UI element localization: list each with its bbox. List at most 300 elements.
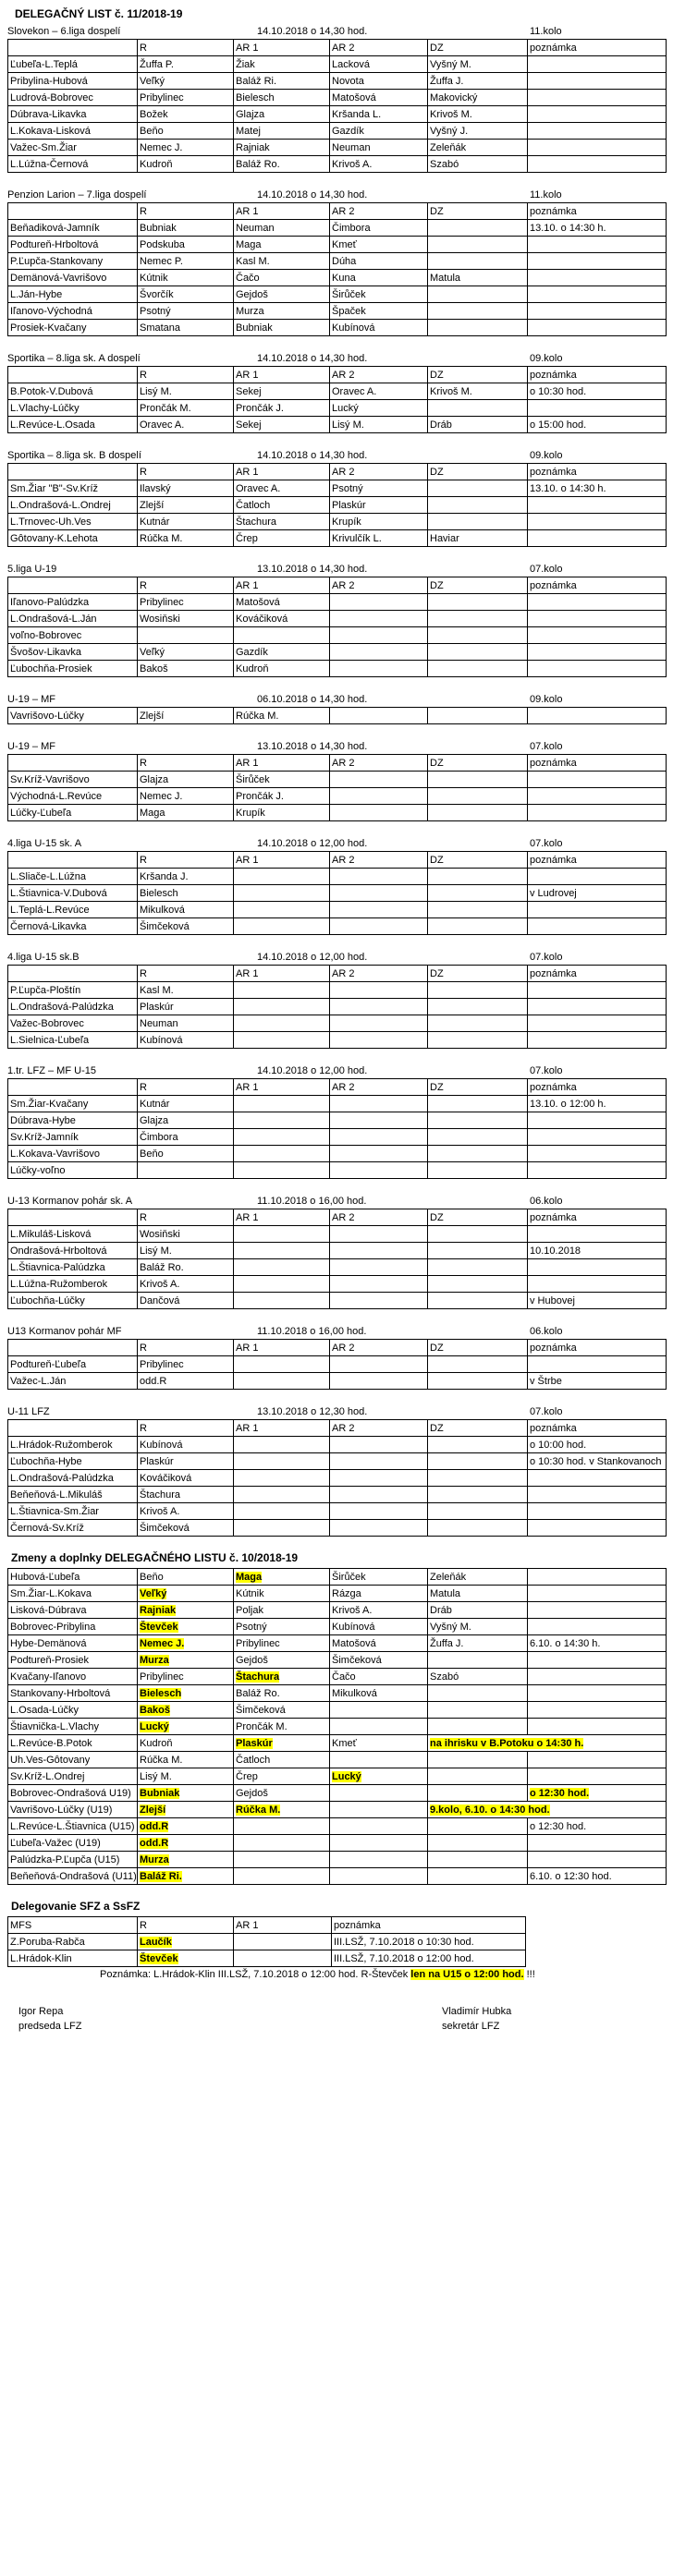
match-table bbox=[7, 463, 667, 547]
table-cell-text: Baláž Ri. bbox=[140, 1870, 182, 1882]
column-header: DZ bbox=[428, 40, 528, 56]
table-cell bbox=[330, 788, 428, 805]
table-cell bbox=[138, 1586, 234, 1602]
column-header: AR 2 bbox=[330, 852, 428, 869]
table-cell: Gazdík bbox=[330, 123, 428, 140]
table-cell bbox=[330, 982, 428, 999]
table-cell: Gôtovany-K.Lehota bbox=[8, 530, 138, 547]
section-name: Sportika – 8.liga sk. B dospelí bbox=[7, 450, 141, 461]
column-header: R bbox=[138, 1340, 234, 1356]
column-header: AR 1 bbox=[234, 966, 330, 982]
column-header: DZ bbox=[428, 1420, 528, 1437]
table-cell bbox=[330, 805, 428, 821]
table-row bbox=[8, 1835, 667, 1852]
column-header: AR 1 bbox=[234, 1420, 330, 1437]
table-cell bbox=[234, 1032, 330, 1049]
column-header: R bbox=[138, 966, 234, 982]
match-table bbox=[7, 577, 667, 677]
table-cell: Szabó bbox=[428, 1669, 528, 1685]
table-cell: Iľanovo-Palúdzka bbox=[8, 594, 138, 611]
table-cell bbox=[528, 320, 667, 336]
section-header bbox=[7, 739, 666, 754]
table-cell bbox=[428, 1146, 528, 1162]
section-name: 4.liga U-15 sk.B bbox=[7, 952, 80, 963]
table-row bbox=[8, 73, 667, 90]
column-header: DZ bbox=[428, 852, 528, 869]
table-cell: Maga bbox=[138, 805, 234, 821]
table-cell bbox=[528, 1146, 667, 1162]
table-cell: Lisý M. bbox=[330, 417, 428, 433]
table-row bbox=[8, 1934, 526, 1950]
table-row bbox=[8, 106, 667, 123]
table-cell: Gejdoš bbox=[234, 1652, 330, 1669]
section-round: 09.kolo bbox=[530, 353, 563, 364]
table-cell-text: Rajniak bbox=[140, 1604, 177, 1616]
table-cell: Sekej bbox=[234, 383, 330, 400]
table-cell: Glajza bbox=[138, 772, 234, 788]
table-cell bbox=[528, 1752, 667, 1768]
changes-section bbox=[7, 1551, 666, 1885]
match-section bbox=[7, 836, 666, 935]
table-cell: Širůček bbox=[234, 772, 330, 788]
table-cell bbox=[428, 400, 528, 417]
table-cell bbox=[234, 1669, 330, 1685]
table-cell: Glajza bbox=[234, 106, 330, 123]
table-cell: Vyšný M. bbox=[428, 1619, 528, 1635]
table-cell: L.Kokava-Vavrišovo bbox=[8, 1146, 138, 1162]
table-cell bbox=[528, 1569, 667, 1586]
table-cell-text: Bielesch bbox=[140, 1687, 182, 1699]
table-cell: Krivoš A. bbox=[330, 1602, 428, 1619]
table-cell bbox=[330, 1835, 428, 1852]
table-cell bbox=[528, 627, 667, 644]
section-date: 14.10.2018 o 14,30 hod. bbox=[257, 353, 368, 364]
table-cell: Bobrovec-Ondrašová U19) bbox=[8, 1785, 138, 1802]
table-cell: Krivoš M. bbox=[428, 106, 528, 123]
table-cell-text: na ihrisku v B.Potoku o 14:30 h. bbox=[430, 1737, 584, 1749]
table-cell: Vavrišovo-Lúčky (U19) bbox=[8, 1802, 138, 1818]
table-cell: Ľubeľa-L.Teplá bbox=[8, 56, 138, 73]
table-cell: Sv.Kríž-Jamník bbox=[8, 1129, 138, 1146]
match-section bbox=[7, 1063, 666, 1179]
table-row bbox=[8, 788, 667, 805]
table-row bbox=[8, 918, 667, 935]
table-cell: L.Revúce-L.Osada bbox=[8, 417, 138, 433]
table-row bbox=[8, 1702, 667, 1719]
table-cell: Černová-Sv.Kríž bbox=[8, 1520, 138, 1537]
column-header: DZ bbox=[428, 966, 528, 982]
table-cell bbox=[138, 1602, 234, 1619]
column-header: DZ bbox=[428, 367, 528, 383]
column-header: poznámka bbox=[528, 40, 667, 56]
table-cell bbox=[528, 594, 667, 611]
table-cell-text: o 12:30 hod. bbox=[530, 1787, 590, 1799]
column-header bbox=[8, 40, 138, 56]
table-cell: Podskuba bbox=[138, 237, 234, 253]
section-round: 11.kolo bbox=[530, 26, 562, 37]
table-cell bbox=[428, 286, 528, 303]
delegation-note bbox=[7, 1967, 666, 1982]
table-cell: Baláž Ri. bbox=[234, 73, 330, 90]
column-header: AR 1 bbox=[234, 1209, 330, 1226]
section-header bbox=[7, 562, 666, 577]
table-row bbox=[8, 1453, 667, 1470]
table-cell bbox=[234, 1129, 330, 1146]
table-row bbox=[8, 611, 667, 627]
column-header: AR 2 bbox=[330, 464, 428, 480]
column-header: AR 2 bbox=[330, 367, 428, 383]
table-cell: Kubínová bbox=[330, 320, 428, 336]
table-cell: Murza bbox=[234, 303, 330, 320]
table-cell: v Štrbe bbox=[528, 1373, 667, 1390]
table-cell-text: Zlejší bbox=[140, 1804, 166, 1816]
table-cell: Černová-Likavka bbox=[8, 918, 138, 935]
table-cell bbox=[234, 1015, 330, 1032]
table-cell bbox=[330, 1032, 428, 1049]
column-header: AR 2 bbox=[330, 755, 428, 772]
table-cell bbox=[528, 1112, 667, 1129]
table-cell bbox=[330, 1487, 428, 1503]
table-cell bbox=[428, 805, 528, 821]
table-cell bbox=[528, 286, 667, 303]
table-cell bbox=[234, 1293, 330, 1309]
table-cell: Ľubochňa-Lúčky bbox=[8, 1293, 138, 1309]
column-header: poznámka bbox=[528, 1209, 667, 1226]
table-cell: Pribylinec bbox=[138, 1669, 234, 1685]
table-cell: Oravec A. bbox=[330, 383, 428, 400]
table-cell: Palúdzka-P.Ľupča (U15) bbox=[8, 1852, 138, 1868]
table-cell-text: Števček bbox=[140, 1621, 178, 1633]
column-header: poznámka bbox=[528, 755, 667, 772]
table-row bbox=[8, 1619, 667, 1635]
table-cell: Lisý M. bbox=[138, 383, 234, 400]
table-cell: Sm.Žiar-Kvačany bbox=[8, 1096, 138, 1112]
table-cell: Pribylinec bbox=[234, 1635, 330, 1652]
table-cell: Ludrová-Bobrovec bbox=[8, 90, 138, 106]
table-cell bbox=[528, 1785, 667, 1802]
section-header bbox=[7, 448, 666, 463]
table-cell: Baláž Ro. bbox=[234, 1685, 330, 1702]
chairman-role: predseda LFZ bbox=[18, 2021, 82, 2032]
table-cell bbox=[234, 902, 330, 918]
table-cell: Žuffa J. bbox=[428, 73, 528, 90]
table-cell bbox=[234, 1735, 330, 1752]
section-round: 09.kolo bbox=[530, 450, 563, 461]
table-header-row bbox=[8, 367, 667, 383]
table-header-row bbox=[8, 852, 667, 869]
section-round: 06.kolo bbox=[530, 1326, 563, 1337]
table-cell bbox=[528, 156, 667, 173]
table-cell: Matošová bbox=[330, 1635, 428, 1652]
table-header-row bbox=[8, 577, 667, 594]
table-cell bbox=[528, 611, 667, 627]
table-cell bbox=[138, 1868, 234, 1885]
table-cell: Ilavský bbox=[138, 480, 234, 497]
table-cell: Nemec J. bbox=[138, 788, 234, 805]
table-cell: Prončák J. bbox=[234, 400, 330, 417]
section-name: U-11 LFZ bbox=[7, 1406, 50, 1417]
table-cell bbox=[330, 1129, 428, 1146]
table-cell bbox=[528, 90, 667, 106]
table-cell: Veľký bbox=[138, 73, 234, 90]
column-header: AR 2 bbox=[330, 40, 428, 56]
table-cell bbox=[234, 918, 330, 935]
table-row bbox=[8, 1470, 667, 1487]
column-header: R bbox=[138, 577, 234, 594]
table-cell bbox=[428, 320, 528, 336]
table-row bbox=[8, 1719, 667, 1735]
table-cell: Matošová bbox=[330, 90, 428, 106]
table-cell bbox=[528, 303, 667, 320]
table-cell bbox=[330, 1868, 428, 1885]
table-cell: P.Ľupča-Stankovany bbox=[8, 253, 138, 270]
table-row bbox=[8, 1015, 667, 1032]
table-cell: Dráb bbox=[428, 1602, 528, 1619]
table-cell: Wosiňski bbox=[138, 611, 234, 627]
table-header-row bbox=[8, 1340, 667, 1356]
column-header: poznámka bbox=[528, 1420, 667, 1437]
table-row bbox=[8, 1520, 667, 1537]
table-cell: Psotný bbox=[234, 1619, 330, 1635]
table-row bbox=[8, 1868, 667, 1885]
table-cell bbox=[234, 1487, 330, 1503]
table-cell: Novota bbox=[330, 73, 428, 90]
column-header: AR 1 bbox=[234, 755, 330, 772]
table-cell bbox=[528, 237, 667, 253]
section-name: U-19 – MF bbox=[7, 694, 55, 705]
section-header bbox=[7, 188, 666, 202]
table-cell: Podtureň-Hrboltová bbox=[8, 237, 138, 253]
table-cell: Rázga bbox=[330, 1586, 428, 1602]
table-cell bbox=[330, 918, 428, 935]
table-cell bbox=[528, 772, 667, 788]
table-cell: L.Štiavnica-V.Dubová bbox=[8, 885, 138, 902]
table-cell: Gazdík bbox=[234, 644, 330, 661]
table-header-row bbox=[8, 1917, 526, 1934]
column-header: AR 1 bbox=[234, 464, 330, 480]
table-cell: Kováčiková bbox=[138, 1470, 234, 1487]
column-header: R bbox=[138, 1079, 234, 1096]
table-row bbox=[8, 1243, 667, 1259]
table-cell bbox=[428, 772, 528, 788]
table-cell: Švošov-Likavka bbox=[8, 644, 138, 661]
table-cell: Lacková bbox=[330, 56, 428, 73]
table-cell bbox=[330, 1768, 428, 1785]
table-cell: L.Sielnica-Ľubeľa bbox=[8, 1032, 138, 1049]
section-header bbox=[7, 1194, 666, 1209]
table-cell: Dúbrava-Hybe bbox=[8, 1112, 138, 1129]
table-cell-text: Nemec J. bbox=[140, 1637, 185, 1649]
table-cell: voľno-Bobrovec bbox=[8, 627, 138, 644]
table-header-row bbox=[8, 203, 667, 220]
table-row bbox=[8, 1129, 667, 1146]
match-section bbox=[7, 448, 666, 547]
table-cell: Žiak bbox=[234, 56, 330, 73]
table-row bbox=[8, 661, 667, 677]
table-cell bbox=[428, 1162, 528, 1179]
note-prefix: Poznámka: L.Hrádok-Klin III.LSŽ, 7.10.2018 o 12:00 hod. R-Števček bbox=[100, 1969, 411, 1980]
table-cell: Kubínová bbox=[138, 1437, 234, 1453]
table-row bbox=[8, 303, 667, 320]
column-header: poznámka bbox=[528, 1079, 667, 1096]
table-cell: Lisková-Dúbrava bbox=[8, 1602, 138, 1619]
table-cell: Veľký bbox=[138, 644, 234, 661]
table-row bbox=[8, 1569, 667, 1586]
table-cell: Mikulková bbox=[138, 902, 234, 918]
table-cell-text: Veľký bbox=[140, 1587, 167, 1599]
table-cell bbox=[528, 1768, 667, 1785]
table-cell: Božek bbox=[138, 106, 234, 123]
table-cell-text: Maga bbox=[236, 1571, 263, 1583]
table-cell: Vyšný J. bbox=[428, 123, 528, 140]
table-cell: Lúčky-voľno bbox=[8, 1162, 138, 1179]
table-cell: Kubínová bbox=[330, 1619, 428, 1635]
table-cell: Krupík bbox=[234, 805, 330, 821]
table-cell bbox=[330, 1162, 428, 1179]
table-cell: L.Mikuláš-Lisková bbox=[8, 1226, 138, 1243]
match-section bbox=[7, 1194, 666, 1309]
table-cell bbox=[428, 708, 528, 724]
table-cell bbox=[234, 1852, 330, 1868]
table-cell bbox=[234, 1373, 330, 1390]
table-cell: Lisý M. bbox=[138, 1243, 234, 1259]
table-row bbox=[8, 497, 667, 514]
table-cell bbox=[330, 661, 428, 677]
table-cell bbox=[528, 73, 667, 90]
table-cell-text: odd.R bbox=[140, 1837, 169, 1849]
table-cell: Važec-Sm.Žiar bbox=[8, 140, 138, 156]
table-cell bbox=[428, 918, 528, 935]
table-cell: Čimbora bbox=[330, 220, 428, 237]
table-cell-text: Lucký bbox=[332, 1770, 361, 1782]
table-cell bbox=[428, 1453, 528, 1470]
table-cell: Vyšný M. bbox=[428, 56, 528, 73]
table-cell bbox=[428, 497, 528, 514]
column-header: AR 1 bbox=[234, 40, 330, 56]
table-cell bbox=[234, 982, 330, 999]
table-cell: Rúčka M. bbox=[234, 708, 330, 724]
table-cell: Beňeňová-L.Mikuláš bbox=[8, 1487, 138, 1503]
table-row bbox=[8, 1802, 667, 1818]
table-cell: Wosiňski bbox=[138, 1226, 234, 1243]
table-cell bbox=[428, 480, 528, 497]
section-round: 07.kolo bbox=[530, 952, 563, 963]
table-cell bbox=[330, 1276, 428, 1293]
column-header: AR 1 bbox=[234, 1340, 330, 1356]
table-cell bbox=[330, 1112, 428, 1129]
table-cell: Východná-L.Revúce bbox=[8, 788, 138, 805]
column-header: R bbox=[138, 852, 234, 869]
column-header: AR 1 bbox=[234, 852, 330, 869]
table-cell: L.Ondrašová-Palúdzka bbox=[8, 1470, 138, 1487]
table-cell: Čatloch bbox=[234, 1752, 330, 1768]
column-header: DZ bbox=[428, 577, 528, 594]
match-table bbox=[7, 965, 667, 1049]
changes-table-wrap bbox=[7, 1568, 666, 1885]
table-cell: Kubínová bbox=[138, 1032, 234, 1049]
table-cell: Podtureň-Prosiek bbox=[8, 1652, 138, 1669]
table-cell bbox=[330, 1719, 428, 1735]
table-cell bbox=[428, 1835, 528, 1852]
table-cell: Iľanovo-Východná bbox=[8, 303, 138, 320]
table-cell bbox=[528, 400, 667, 417]
table-cell: Kuna bbox=[330, 270, 428, 286]
table-cell: Dančová bbox=[138, 1293, 234, 1309]
table-cell bbox=[428, 661, 528, 677]
table-cell bbox=[428, 902, 528, 918]
table-cell: Kmeť bbox=[330, 1735, 428, 1752]
table-cell bbox=[138, 1852, 234, 1868]
table-cell: Kršanda J. bbox=[138, 869, 234, 885]
table-row bbox=[8, 320, 667, 336]
secretary-name: Vladimír Hubka bbox=[442, 2006, 512, 2017]
table-cell: Matula bbox=[428, 1586, 528, 1602]
table-row bbox=[8, 1259, 667, 1276]
table-cell bbox=[138, 1719, 234, 1735]
match-section bbox=[7, 950, 666, 1049]
section-round: 09.kolo bbox=[530, 694, 563, 705]
section-name: 4.liga U-15 sk. A bbox=[7, 838, 82, 849]
changes-table bbox=[7, 1568, 667, 1885]
column-header: AR 1 bbox=[234, 203, 330, 220]
table-cell: Psotný bbox=[138, 303, 234, 320]
signature-secretary bbox=[442, 2004, 511, 2034]
column-header: poznámka bbox=[528, 577, 667, 594]
section-date: 14.10.2018 o 12,00 hod. bbox=[257, 1065, 368, 1076]
table-header-row bbox=[8, 1209, 667, 1226]
column-header: poznámka bbox=[528, 966, 667, 982]
table-cell bbox=[234, 1276, 330, 1293]
table-cell-text: Števček bbox=[140, 1952, 178, 1964]
table-cell: Smatana bbox=[138, 320, 234, 336]
table-cell: 10.10.2018 bbox=[528, 1243, 667, 1259]
table-cell bbox=[234, 1112, 330, 1129]
table-cell bbox=[428, 1768, 528, 1785]
table-cell bbox=[428, 514, 528, 530]
table-cell bbox=[234, 1437, 330, 1453]
table-cell bbox=[330, 1373, 428, 1390]
table-cell bbox=[234, 1934, 332, 1950]
table-cell: 6.10. o 14:30 h. bbox=[528, 1635, 667, 1652]
column-header: DZ bbox=[428, 1209, 528, 1226]
table-cell: Neuman bbox=[234, 220, 330, 237]
table-cell: o 15:00 hod. bbox=[528, 417, 667, 433]
table-row bbox=[8, 56, 667, 73]
table-cell: o 10:00 hod. bbox=[528, 1437, 667, 1453]
table-cell: Pribylinec bbox=[138, 1356, 234, 1373]
table-cell: L.Štiavnica-Palúdzka bbox=[8, 1259, 138, 1276]
table-cell bbox=[330, 1702, 428, 1719]
table-cell bbox=[428, 1802, 667, 1818]
table-cell bbox=[234, 627, 330, 644]
table-cell: Sv.Kríž-L.Ondrej bbox=[8, 1768, 138, 1785]
table-cell bbox=[528, 1852, 667, 1868]
table-cell bbox=[428, 1487, 528, 1503]
table-row bbox=[8, 1503, 667, 1520]
table-cell: Ľubochňa-Hybe bbox=[8, 1453, 138, 1470]
table-row bbox=[8, 644, 667, 661]
table-cell: Maga bbox=[234, 237, 330, 253]
table-cell bbox=[330, 1293, 428, 1309]
table-row bbox=[8, 270, 667, 286]
table-cell: Z.Poruba-Rabča bbox=[8, 1934, 138, 1950]
table-cell bbox=[528, 1015, 667, 1032]
table-row bbox=[8, 885, 667, 902]
table-cell bbox=[330, 902, 428, 918]
table-cell: Čimbora bbox=[138, 1129, 234, 1146]
chairman-name: Igor Repa bbox=[18, 2006, 64, 2017]
column-header: DZ bbox=[428, 755, 528, 772]
